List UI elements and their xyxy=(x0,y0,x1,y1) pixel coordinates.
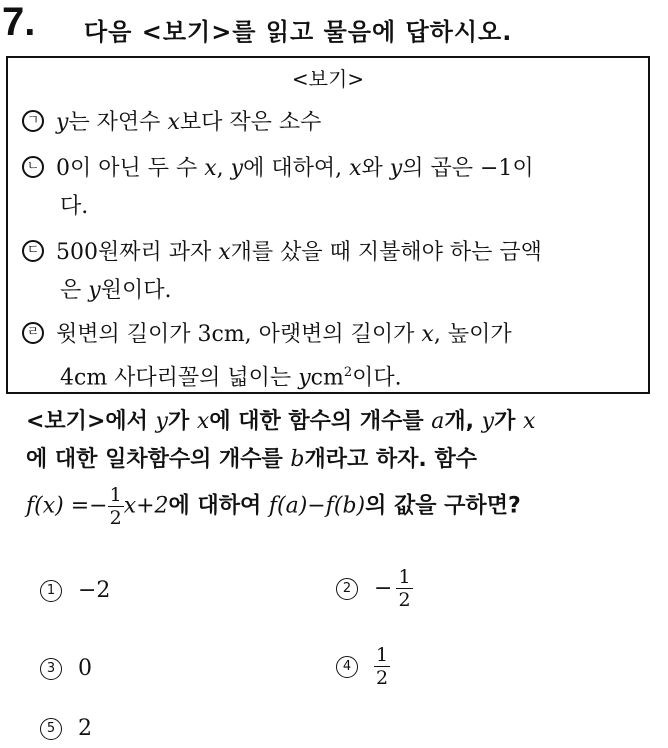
example-item-4-cont xyxy=(60,352,402,399)
text: 에 대하여, xyxy=(243,156,350,181)
item-marker: ㄹ xyxy=(22,322,44,344)
var-x: x xyxy=(167,110,180,135)
text: , xyxy=(216,156,231,181)
text: , 높이가 xyxy=(433,322,512,347)
var-y: y xyxy=(230,156,244,181)
choice-sign: − xyxy=(374,576,393,601)
var-y: y xyxy=(155,409,168,434)
text: 개를 샀을 때 지불해야 하는 금액 xyxy=(230,240,542,265)
text: 보다 작은 소수 xyxy=(179,110,322,135)
choice-marker: 3 xyxy=(40,658,62,680)
var-x: x xyxy=(421,322,434,347)
var-y: y xyxy=(389,156,403,181)
choice-4[interactable] xyxy=(336,644,390,689)
choice-2[interactable] xyxy=(336,566,413,611)
expression: f(a)−f(b) xyxy=(268,493,366,519)
fraction-numerator: 1 xyxy=(376,644,389,666)
text: cm xyxy=(310,365,344,391)
var-y: y xyxy=(481,409,495,434)
fraction-numerator: 1 xyxy=(398,566,411,588)
text: 는 자연수 xyxy=(68,110,168,135)
item-marker: ㄱ xyxy=(22,110,44,132)
question-title: 다음 <보기>를 읽고 물음에 답하시오. xyxy=(84,18,513,46)
var-x: x xyxy=(523,409,536,434)
example-item-2 xyxy=(22,148,534,190)
example-item-1 xyxy=(22,102,321,144)
text: 가 xyxy=(494,409,523,434)
example-item-4 xyxy=(22,314,512,356)
text: 가 xyxy=(167,409,197,434)
var-y: y xyxy=(88,278,101,303)
text: 윗변의 길이가 3cm, 아랫변의 길이가 xyxy=(56,322,422,347)
item-marker: ㄴ xyxy=(22,156,44,178)
example-item-3-cont xyxy=(60,270,171,312)
text: 원이다. xyxy=(100,278,172,303)
var-y: y xyxy=(56,110,69,135)
choice-3[interactable] xyxy=(40,656,92,681)
text: 이다. xyxy=(352,365,402,391)
text: 에 대한 일차함수의 개수를 xyxy=(26,447,291,472)
equals-minus: =− xyxy=(63,493,108,519)
choice-marker: 1 xyxy=(40,580,62,602)
text: 은 xyxy=(60,278,89,303)
exponent: 2 xyxy=(343,365,353,380)
example-box-title: <보기> xyxy=(291,67,365,91)
var-y: y xyxy=(298,365,311,391)
choice-value: 0 xyxy=(78,656,92,681)
example-item-3 xyxy=(22,232,542,274)
function-fx: f(x) xyxy=(26,493,64,519)
text: 0이 아닌 두 수 xyxy=(56,156,205,181)
var-b: b xyxy=(290,447,305,472)
choice-1[interactable] xyxy=(40,578,110,603)
fraction-half xyxy=(108,484,124,529)
text: 의 곱은 −1이 xyxy=(402,156,534,181)
text: 4cm 사다리꼴의 넓이는 xyxy=(60,365,299,391)
var-x: x xyxy=(218,240,231,265)
var-x: x xyxy=(349,156,362,181)
fraction-denominator: 2 xyxy=(398,589,411,611)
choice-value: −2 xyxy=(78,578,111,603)
choice-value: 2 xyxy=(78,716,92,741)
fraction xyxy=(396,566,412,611)
choice-marker: 2 xyxy=(336,578,358,600)
prompt-line-2 xyxy=(26,442,477,473)
example-item-2-cont: 다. xyxy=(60,194,89,219)
text: 개, xyxy=(444,409,482,434)
fraction-denominator: 2 xyxy=(376,667,389,689)
prompt-line-1 xyxy=(26,404,535,435)
fraction-numerator: 1 xyxy=(109,484,122,506)
text: <보기>에서 xyxy=(26,409,156,434)
var-x: x xyxy=(196,409,210,434)
var-x: x xyxy=(204,156,217,181)
text: 개라고 하자. 함수 xyxy=(304,447,477,472)
text: 500원짜리 과자 xyxy=(56,240,219,265)
text: 에 대한 함수의 개수를 xyxy=(209,409,432,434)
function-tail: x+2 xyxy=(123,493,169,519)
text: 의 값을 구하면? xyxy=(365,493,521,519)
text: 에 대하여 xyxy=(168,493,269,519)
choice-marker: 4 xyxy=(336,656,358,678)
question-number: 7. xyxy=(2,0,36,44)
item-marker: ㄷ xyxy=(22,240,44,262)
text: 와 xyxy=(361,156,390,181)
choice-marker: 5 xyxy=(40,718,62,740)
var-a: a xyxy=(431,409,445,434)
prompt-line-3 xyxy=(26,484,521,529)
fraction-denominator: 2 xyxy=(109,507,122,529)
choice-5[interactable] xyxy=(40,716,92,741)
example-box xyxy=(6,56,650,394)
fraction xyxy=(374,644,390,689)
